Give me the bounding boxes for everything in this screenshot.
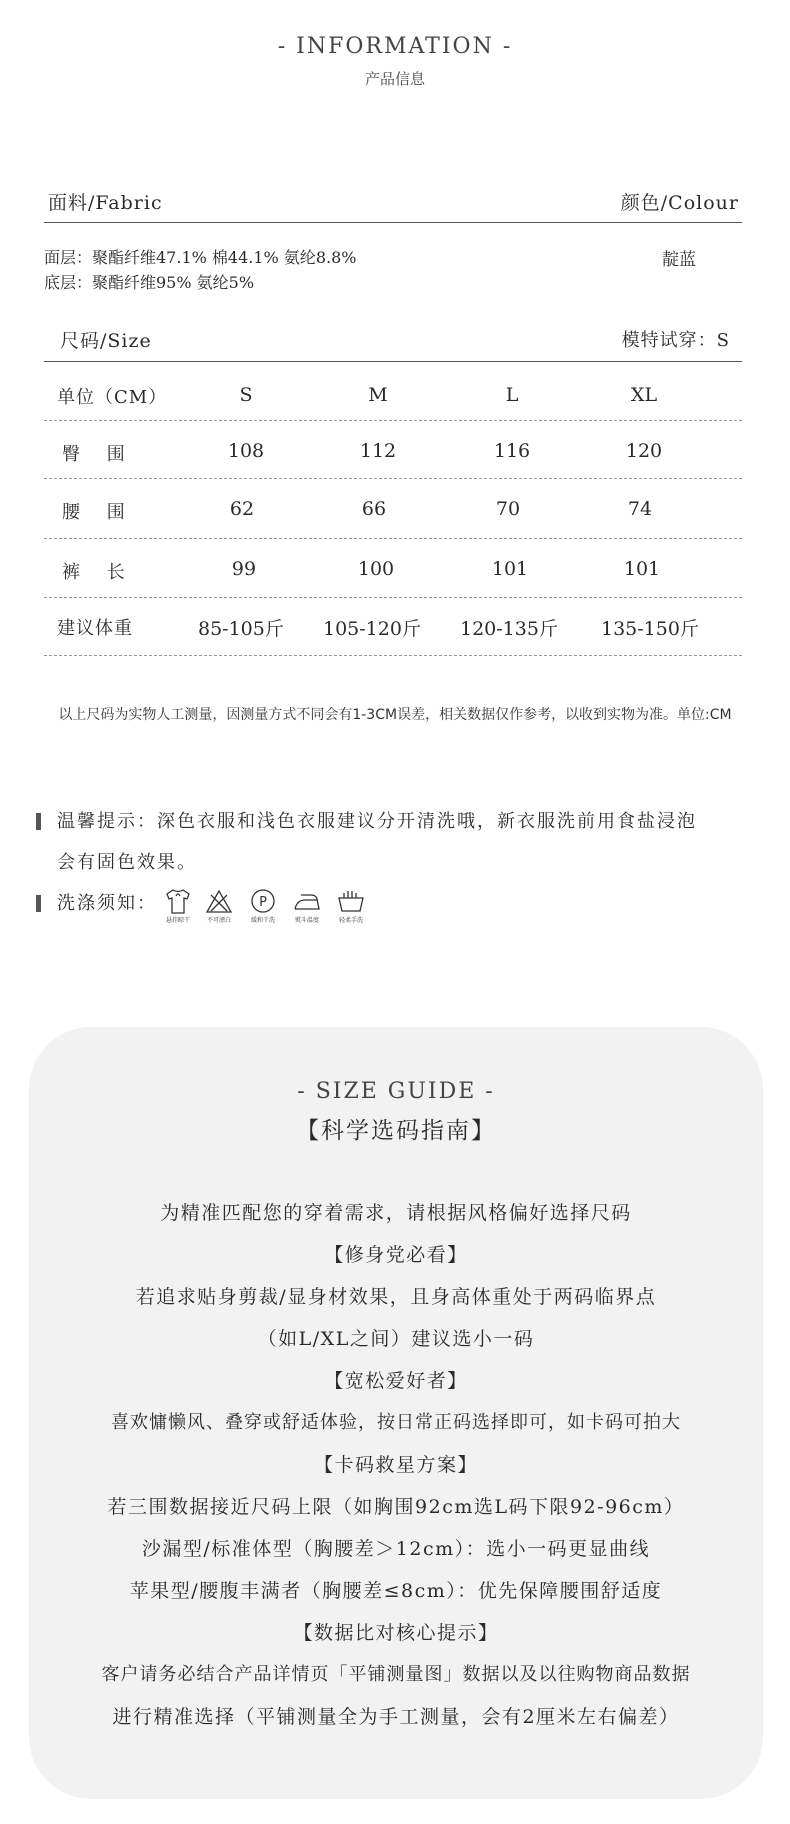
measurement-note: 以上尺码为实物人工测量，因测量方式不同会有1-3CM误差，相关数据仅作参考，以收到实物为准。单位:CM: [58, 707, 732, 723]
guide-line: 进行精准选择（平铺测量全为手工测量，会有2厘米左右偏差）: [112, 1706, 680, 1728]
guide-line: 【卡码救星方案】: [313, 1454, 478, 1476]
colour-value: 靛蓝: [662, 250, 696, 270]
table-divider: [44, 597, 742, 598]
guide-line: 苹果型/腰腹丰满者（胸腰差≤8cm）：优先保障腰围舒适度: [129, 1580, 663, 1602]
guide-line: 若追求贴身剪裁/显身材效果，且身高体重处于两码临界点: [135, 1286, 657, 1308]
table-divider: [44, 478, 742, 479]
guide-line: 【数据比对核心提示】: [293, 1622, 499, 1644]
guide-line: 沙漏型/标准体型（胸腰差＞12cm）：选小一码更显曲线: [141, 1538, 651, 1560]
wash-marker: [36, 895, 41, 912]
table-cell: 108: [227, 440, 265, 462]
size-rule: [44, 361, 742, 362]
table-cell: 101: [491, 558, 529, 580]
fabric-rule: [44, 222, 742, 223]
size-guide-subtitle: 【科学选码指南】: [296, 1118, 496, 1144]
table-cell: 112: [359, 440, 397, 462]
guide-line: 喜欢慵懒风、叠穿或舒适体验，按日常正码选择即可，如卡码可拍大: [111, 1412, 681, 1433]
table-cell: 66: [361, 498, 387, 520]
row-label-weight: 建议体重: [57, 618, 133, 639]
fabric-label: 面料/Fabric: [48, 192, 163, 214]
tip-marker: [36, 813, 41, 830]
warm-tip-line1: 温馨提示：深色衣服和浅色衣服建议分开清洗哦，新衣服洗前用食盐浸泡: [57, 811, 697, 832]
guide-line: 若三围数据接近尺码上限（如胸围92cm选L码下限92-96cm）: [107, 1496, 685, 1518]
hand-wash-icon: [336, 887, 366, 924]
table-cell: 101: [623, 558, 661, 580]
care-label: 轻柔手洗: [338, 917, 363, 924]
care-label: 不可漂白: [206, 917, 231, 924]
table-cell: 105-120斤: [323, 618, 421, 640]
iron-icon: [292, 887, 322, 924]
wash-label: 洗涤须知：: [57, 893, 157, 914]
size-col-xl: XL: [630, 384, 658, 406]
table-cell: 120-135斤: [460, 618, 558, 640]
table-cell: 85-105斤: [198, 618, 284, 640]
size-col-l: L: [505, 384, 519, 406]
table-cell: 116: [493, 440, 531, 462]
dry-clean-icon: [248, 887, 278, 924]
table-cell: 70: [495, 498, 521, 520]
model-size: 模特试穿：S: [621, 330, 730, 351]
svg-text:P: P: [259, 895, 267, 910]
table-cell: 120: [625, 440, 663, 462]
size-label: 尺码/Size: [60, 330, 152, 352]
table-cell: 100: [357, 558, 395, 580]
information-subtitle: 产品信息: [364, 70, 425, 88]
fabric-base: 底层：聚酯纤维95% 氨纶5%: [44, 273, 255, 292]
table-divider: [44, 420, 742, 421]
information-title: - INFORMATION -: [277, 34, 513, 59]
care-label: 悬挂晾干: [165, 917, 190, 924]
guide-line: 【宽松爱好者】: [324, 1370, 468, 1392]
table-cell: 99: [231, 558, 257, 580]
care-label: 熨斗温度: [294, 917, 319, 924]
guide-line: 【修身党必看】: [324, 1244, 468, 1266]
guide-line: （如L/XL之间）建议选小一码: [257, 1328, 535, 1350]
size-guide-title: - SIZE GUIDE -: [297, 1079, 495, 1104]
table-cell: 74: [627, 498, 653, 520]
colour-label: 颜色/Colour: [620, 192, 739, 214]
care-label: 缓和干洗: [250, 917, 275, 924]
unit-label: 单位（CM）: [57, 387, 168, 408]
size-col-m: M: [368, 384, 388, 406]
table-divider: [44, 538, 742, 539]
warm-tip-line2: 会有固色效果。: [57, 852, 197, 873]
fabric-surface: 面层：聚酯纤维47.1% 棉44.1% 氨纶8.8%: [44, 248, 357, 267]
hang-dry-icon: [163, 887, 193, 924]
row-label-waist: 腰 围: [62, 502, 126, 523]
no-bleach-icon: [204, 887, 234, 924]
table-cell: 62: [229, 498, 255, 520]
table-cell: 135-150斤: [601, 618, 699, 640]
table-divider: [44, 655, 742, 656]
row-label-hip: 臀 围: [62, 444, 126, 465]
size-col-s: S: [239, 384, 253, 406]
row-label-length: 裤 长: [62, 562, 126, 583]
guide-line: 客户请务必结合产品详情页「平铺测量图」数据以及以往购物商品数据: [101, 1664, 691, 1685]
guide-line: 为精准匹配您的穿着需求，请根据风格偏好选择尺码: [160, 1202, 632, 1224]
